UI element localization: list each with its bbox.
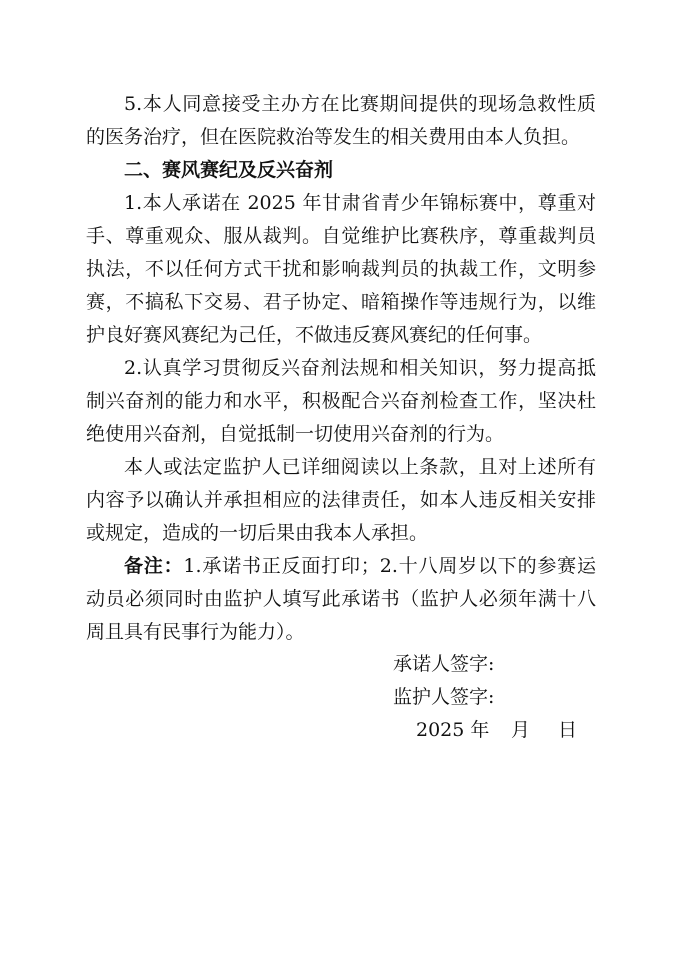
paragraph-3-line-2: 内容予以确认并承担相应的法律责任，如本人违反相关安排 (86, 489, 596, 511)
paragraph-1-line-3: 执法，不以任何方式干扰和影响裁判员的执裁工作，文明参 (86, 258, 596, 280)
section-2-heading: 二、赛风赛纪及反兴奋剂 (124, 159, 334, 181)
date-day: 日 (558, 719, 578, 741)
note-line-2: 动员必须同时由监护人填写此承诺书（监护人必须年满十八 (86, 588, 596, 610)
paragraph-1-line-4: 赛，不搞私下交易、君子协定、暗箱操作等违规行为，以维 (86, 291, 596, 313)
paragraph-5-line-1: 5.本人同意接受主办方在比赛期间提供的现场急救性质 (124, 93, 596, 115)
note-line-1-text: 1.承诺书正反面打印；2.十八周岁以下的参赛运 (183, 555, 596, 577)
paragraph-1-line-5: 护良好赛风赛纪为己任，不做违反赛风赛纪的任何事。 (86, 324, 543, 346)
note-line-3: 周且具有民事行为能力）。 (86, 621, 305, 643)
date-month: 月 (511, 719, 531, 741)
paragraph-1-line-1: 1.本人承诺在 2025 年甘肃省青少年锦标赛中，尊重对 (124, 192, 596, 214)
paragraph-2-line-2: 制兴奋剂的能力和水平，积极配合兴奋剂检查工作，坚决杜 (86, 390, 596, 412)
date-year: 2025 年 (416, 719, 490, 741)
paragraph-5-line-2: 的医务治疗，但在医院救治等发生的相关费用由本人负担。 (86, 126, 581, 148)
promisor-signature-label: 承诺人签字: (393, 653, 495, 675)
paragraph-3-line-3: 或规定，造成的一切后果由我本人承担。 (86, 522, 429, 544)
paragraph-2-line-1: 2.认真学习贯彻反兴奋剂法规和相关知识，努力提高抵 (124, 357, 596, 379)
guardian-signature-label: 监护人签字: (393, 686, 495, 708)
note-line-1 (124, 553, 596, 579)
paragraph-3-line-1: 本人或法定监护人已详细阅读以上条款，且对上述所有 (124, 456, 596, 478)
paragraph-2-line-3: 绝使用兴奋剂，自觉抵制一切使用兴奋剂的行为。 (86, 423, 505, 445)
note-label: 备注： (124, 555, 184, 577)
paragraph-1-line-2: 手、尊重观众、服从裁判。自觉维护比赛秩序，尊重裁判员 (86, 225, 596, 247)
